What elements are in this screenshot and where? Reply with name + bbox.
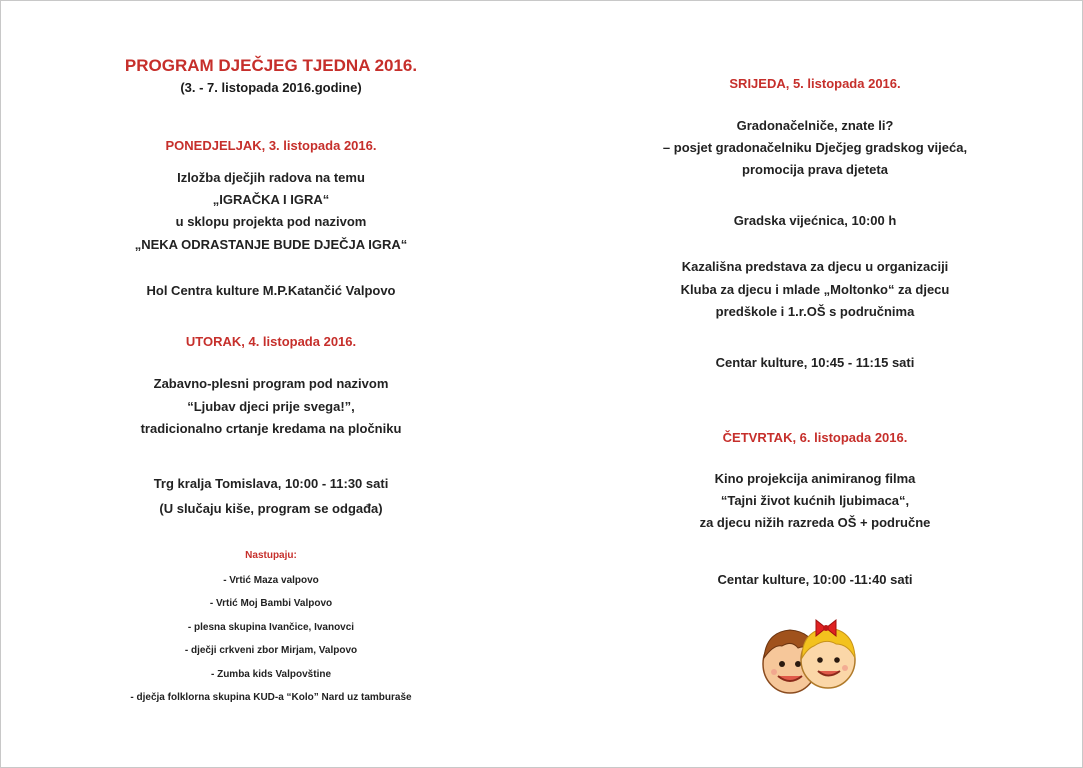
performers-heading: Nastupaju: [245, 550, 297, 561]
performer-item: - plesna skupina Ivančice, Ivanovci [187, 622, 355, 633]
tuesday-line: “Ljubav djeci prije svega!”, [187, 399, 355, 414]
thursday-line: “Tajni život kućnih ljubimaca“, [720, 493, 910, 508]
thursday-heading: ČETVRTAK, 6. listopada 2016. [722, 430, 908, 445]
wednesday-line: Gradonačelniče, znate li? [736, 118, 894, 133]
thursday-line: Kino projekcija animiranog filma [714, 471, 916, 486]
monday-line: „NEKA ODRASTANJE BUDE DJEČJA IGRA“ [134, 237, 408, 252]
tuesday-note: (U slučaju kiše, program se odgađa) [159, 501, 383, 516]
wednesday-line2: predškole i 1.r.OŠ s područnima [715, 304, 915, 319]
wednesday-line: – posjet gradonačelniku Dječjeg gradskog vijeća, [662, 140, 968, 155]
wednesday-line2: Kazališna predstava za djecu u organizaciji [681, 259, 949, 274]
program-subtitle: (3. - 7. listopada 2016.godine) [180, 80, 362, 95]
wednesday-heading: SRIJEDA, 5. listopada 2016. [729, 76, 901, 91]
wednesday-location2: Centar kulture, 10:45 - 11:15 sati [715, 355, 915, 370]
tuesday-line: tradicionalno crtanje kredama na pločniku [140, 421, 402, 436]
program-title: PROGRAM DJEČJEG TJEDNA 2016. [124, 56, 418, 75]
performer-item: - Vrtić Maza valpovo [223, 575, 319, 586]
monday-line: Izložba dječjih radova na temu [177, 170, 365, 185]
performer-item: - dječja folklorna skupina KUD-a “Kolo” Nard uz tamburaše [130, 692, 412, 703]
kids-faces-icon [752, 614, 862, 698]
performer-item: - dječji crkveni zbor Mirjam, Valpovo [184, 645, 358, 656]
tuesday-line: Zabavno-plesni program pod nazivom [153, 376, 389, 391]
thursday-line: za djecu nižih razreda OŠ + područne [699, 515, 931, 530]
tuesday-location: Trg kralja Tomislava, 10:00 - 11:30 sati [153, 476, 389, 491]
wednesday-line2: Kluba za djecu i mlade „Moltonko“ za djecu [680, 282, 950, 297]
performer-item: - Vrtić Moj Bambi Valpovo [209, 598, 333, 609]
monday-location: Hol Centra kulture M.P.Katančić Valpovo [146, 283, 396, 298]
wednesday-line: promocija prava djeteta [742, 162, 888, 177]
performer-item: - Zumba kids Valpovštine [210, 669, 332, 680]
thursday-location: Centar kulture, 10:00 -11:40 sati [717, 572, 913, 587]
tuesday-heading: UTORAK, 4. listopada 2016. [185, 334, 357, 349]
monday-heading: PONEDJELJAK, 3. listopada 2016. [165, 138, 377, 153]
monday-line: u sklopu projekta pod nazivom [175, 214, 367, 229]
wednesday-location: Gradska vijećnica, 10:00 h [733, 213, 897, 228]
monday-line: „IGRAČKA I IGRA“ [212, 192, 330, 207]
